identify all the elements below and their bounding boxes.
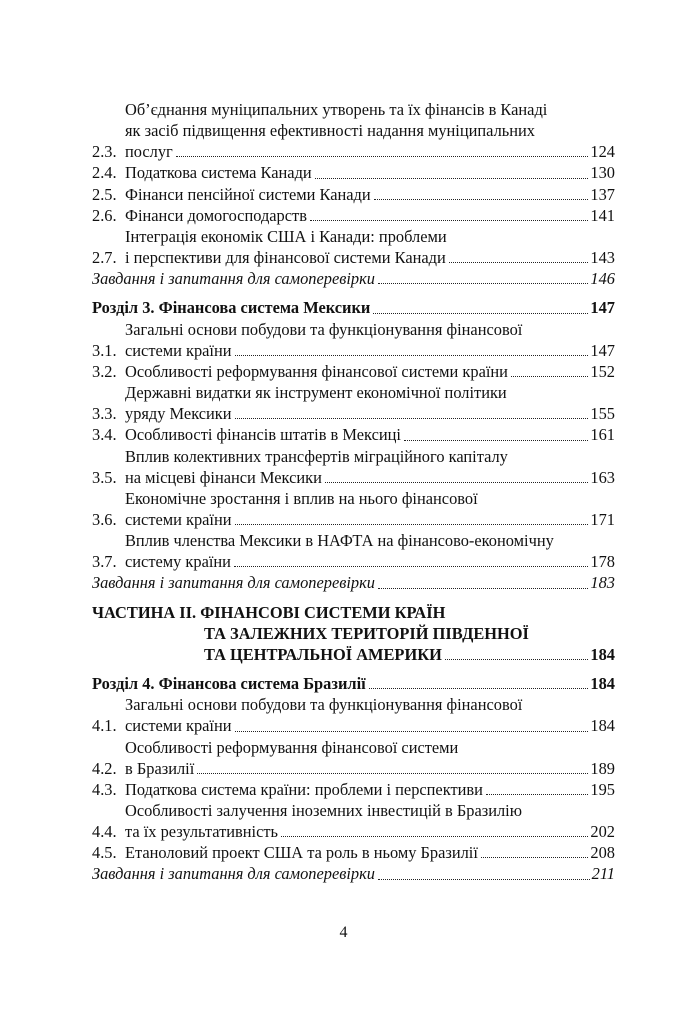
toc-entry-body [125, 842, 615, 863]
toc-entry [92, 226, 615, 268]
toc-title-line: Загальні основи побудови та функціонування фінансової [125, 695, 523, 715]
toc-line [125, 247, 615, 268]
toc-title-line: Особливості реформування фінансової системи [125, 737, 459, 757]
toc-number: 3.2. [92, 361, 117, 381]
toc-line [125, 758, 615, 779]
toc-number: 4.5. [92, 843, 117, 863]
toc-title-line: послуг [125, 142, 173, 162]
spacer [92, 289, 615, 297]
toc-title-line: Завдання і запитання для самоперевірки [92, 269, 375, 289]
toc-page: 147 [590, 340, 615, 360]
toc-page: 147 [590, 298, 615, 318]
toc-title-line: системи країни [125, 340, 232, 360]
toc-title-line: Особливості реформування фінансової системи країни [125, 361, 508, 381]
toc-leader-dots [481, 857, 588, 858]
toc-number: 2.7. [92, 248, 117, 268]
toc-title-line: Загальні основи побудови та функціонування фінансової [125, 319, 523, 339]
toc-entry-body [125, 424, 615, 445]
toc-number: 3.3. [92, 404, 117, 424]
toc-title-line: системи країни [125, 509, 232, 529]
part-heading [92, 602, 615, 665]
toc-entry [92, 205, 615, 226]
toc-page: 130 [590, 163, 615, 183]
toc-line [125, 141, 615, 162]
toc-page: 211 [591, 864, 615, 884]
toc-title-line: Фінанси пенсійної системи Канади [125, 184, 371, 204]
toc-entry [92, 424, 615, 445]
toc-page: 143 [590, 248, 615, 268]
toc-entry [92, 694, 615, 736]
toc-entry-body [125, 319, 615, 361]
toc-title-line: Розділ 4. Фінансова система Бразилії [92, 674, 366, 694]
toc-line [125, 205, 615, 226]
toc-leader-dots [369, 688, 589, 689]
toc-page: 155 [590, 404, 615, 424]
toc-title-line: Завдання і запитання для самоперевірки [92, 864, 375, 884]
toc-title-line: Державні видатки як інструмент економічної політики [125, 383, 507, 403]
toc-number: 4.1. [92, 716, 117, 736]
toc-number: 3.1. [92, 340, 117, 360]
toc-title-line: Інтеграція економік США і Канади: проблеми [125, 226, 447, 246]
toc-line [125, 551, 615, 572]
toc-line [125, 340, 615, 361]
toc-title-line: уряду Мексики [125, 404, 232, 424]
toc-entry [92, 842, 615, 863]
toc-leader-dots [281, 836, 588, 837]
toc-number: 3.5. [92, 467, 117, 487]
toc-page: 202 [590, 822, 615, 842]
toc-page: 171 [590, 509, 615, 529]
toc-line [125, 424, 615, 445]
toc-entry [92, 779, 615, 800]
toc-entry [92, 800, 615, 842]
toc-title-line: Економічне зростання і вплив на нього фінансової [125, 488, 478, 508]
toc-title-line: Податкова система Канади [125, 163, 312, 183]
toc-line [125, 361, 615, 382]
toc-line [92, 268, 615, 289]
toc-leader-dots [486, 794, 589, 795]
toc-title-line: як засіб підвищення ефективності надання муніципальних [125, 121, 535, 141]
toc-number: 3.4. [92, 425, 117, 445]
toc-number: 2.6. [92, 205, 117, 225]
toc-page: 178 [590, 552, 615, 572]
toc-leader-dots [449, 262, 589, 263]
toc-number: 3.6. [92, 509, 117, 529]
toc-number: 4.2. [92, 758, 117, 778]
toc-line [125, 715, 615, 736]
toc-leader-dots [235, 418, 589, 419]
toc-title-line: Особливості залучення іноземних інвестицій в Бразилію [125, 801, 522, 820]
toc-page: 208 [590, 843, 615, 863]
toc-leader-dots [176, 156, 589, 157]
spacer [92, 665, 615, 673]
page-number: 4 [339, 924, 348, 941]
toc-leader-dots [197, 773, 588, 774]
toc-line [125, 184, 615, 205]
toc-leader-dots [404, 440, 588, 441]
toc-number: 2.4. [92, 163, 117, 183]
toc-entry-body [125, 205, 615, 226]
toc-leader-dots [445, 659, 589, 660]
toc-title-line: Фінанси домогосподарств [125, 205, 307, 225]
toc-title-line: Особливості фінансів штатів в Мексиці [125, 425, 401, 445]
toc-number: 2.3. [92, 142, 117, 162]
toc-title-line: та їх результативність [125, 822, 279, 842]
toc-entry-body [125, 361, 615, 382]
toc-title-line: Етаноловий проект США та роль в ньому Бразилії [125, 843, 478, 863]
toc-entry-body [125, 382, 615, 424]
toc-page: 195 [590, 779, 615, 799]
toc-line [125, 467, 615, 488]
toc-page: 183 [590, 573, 615, 593]
toc-line [92, 863, 615, 884]
toc-entry-body [125, 800, 615, 842]
toc-line [125, 821, 615, 842]
toc-line [92, 644, 615, 665]
toc-entry [92, 319, 615, 361]
toc-entry-body [125, 488, 615, 530]
toc-leader-dots [511, 376, 588, 377]
toc-title-line: на місцеві фінанси Мексики [125, 467, 322, 487]
toc-title-line: Завдання і запитання для самоперевірки [92, 573, 375, 593]
toc-entry-body [125, 779, 615, 800]
spacer [92, 594, 615, 602]
toc-entry-body [125, 226, 615, 268]
toc-entry-body [125, 184, 615, 205]
toc-entry-body [125, 446, 615, 488]
toc-leader-dots [378, 283, 588, 284]
toc-line [125, 509, 615, 530]
toc-leader-dots [325, 482, 589, 483]
toc-number: 2.5. [92, 184, 117, 204]
toc-title-line: Об’єднання муніципальних утворень та їх фінансів в Канаді [125, 100, 548, 119]
toc-entry [92, 162, 615, 183]
toc-title-line: і перспективи для фінансової системи Канади [125, 248, 446, 268]
toc-leader-dots [378, 588, 588, 589]
toc-number: 4.4. [92, 822, 117, 842]
toc-line [92, 673, 615, 694]
toc-number: 3.7. [92, 552, 117, 572]
toc-entry [92, 488, 615, 530]
part-title-line: ТА ЦЕНТРАЛЬНОЇ АМЕРИКИ [204, 644, 442, 664]
toc-entry-body [125, 99, 615, 162]
toc-title-line: системи країни [125, 716, 232, 736]
toc-entry [92, 382, 615, 424]
toc-leader-dots [373, 313, 588, 314]
toc-page: 189 [590, 758, 615, 778]
toc-page: 124 [590, 142, 615, 162]
toc-leader-dots [378, 879, 590, 880]
toc-entry-body [125, 162, 615, 183]
toc-page: 152 [590, 361, 615, 381]
toc-page: 184 [590, 716, 615, 736]
toc-entry [92, 530, 615, 572]
toc-title-line: систему країни [125, 552, 231, 572]
toc-line [125, 403, 615, 424]
toc-leader-dots [234, 566, 588, 567]
toc-page: 184 [590, 674, 615, 694]
toc-page: 146 [590, 269, 615, 289]
toc-entry-body [125, 530, 615, 572]
toc-entry [92, 737, 615, 779]
toc-leader-dots [235, 731, 589, 732]
table-of-contents [92, 99, 615, 885]
toc-entry [92, 361, 615, 382]
part-title-line: ЧАСТИНА ІІ. ФІНАНСОВІ СИСТЕМИ КРАЇН [92, 602, 446, 622]
toc-number: 4.3. [92, 779, 117, 799]
toc-title-line: Вплив членства Мексики в НАФТА на фінансово-економічну [125, 531, 554, 551]
toc-leader-dots [315, 178, 589, 179]
toc-page: 141 [590, 205, 615, 225]
toc-title-line: Податкова система країни: проблеми і перспективи [125, 779, 483, 799]
toc-title-line: Розділ 3. Фінансова система Мексики [92, 298, 371, 318]
toc-line [92, 572, 615, 593]
toc-leader-dots [374, 199, 589, 200]
part-title-line: ТА ЗАЛЕЖНИХ ТЕРИТОРІЙ ПІВДЕННОЇ [204, 623, 529, 643]
toc-page: 161 [590, 425, 615, 445]
toc-entry-body [125, 694, 615, 736]
toc-page: 184 [590, 644, 615, 664]
toc-page: 137 [590, 184, 615, 204]
toc-title-line: Вплив колективних трансфертів міграційного капіталу [125, 446, 508, 466]
toc-line [125, 779, 615, 800]
toc-page: 163 [590, 467, 615, 487]
toc-title-line: в Бразилії [125, 758, 195, 778]
toc-entry-body [125, 737, 615, 779]
toc-entry [92, 446, 615, 488]
toc-leader-dots [310, 220, 588, 221]
toc-entry [92, 99, 615, 162]
toc-line [125, 842, 615, 863]
toc-line [92, 297, 615, 318]
toc-entry [92, 184, 615, 205]
toc-leader-dots [235, 355, 589, 356]
toc-line [125, 162, 615, 183]
toc-leader-dots [235, 524, 589, 525]
